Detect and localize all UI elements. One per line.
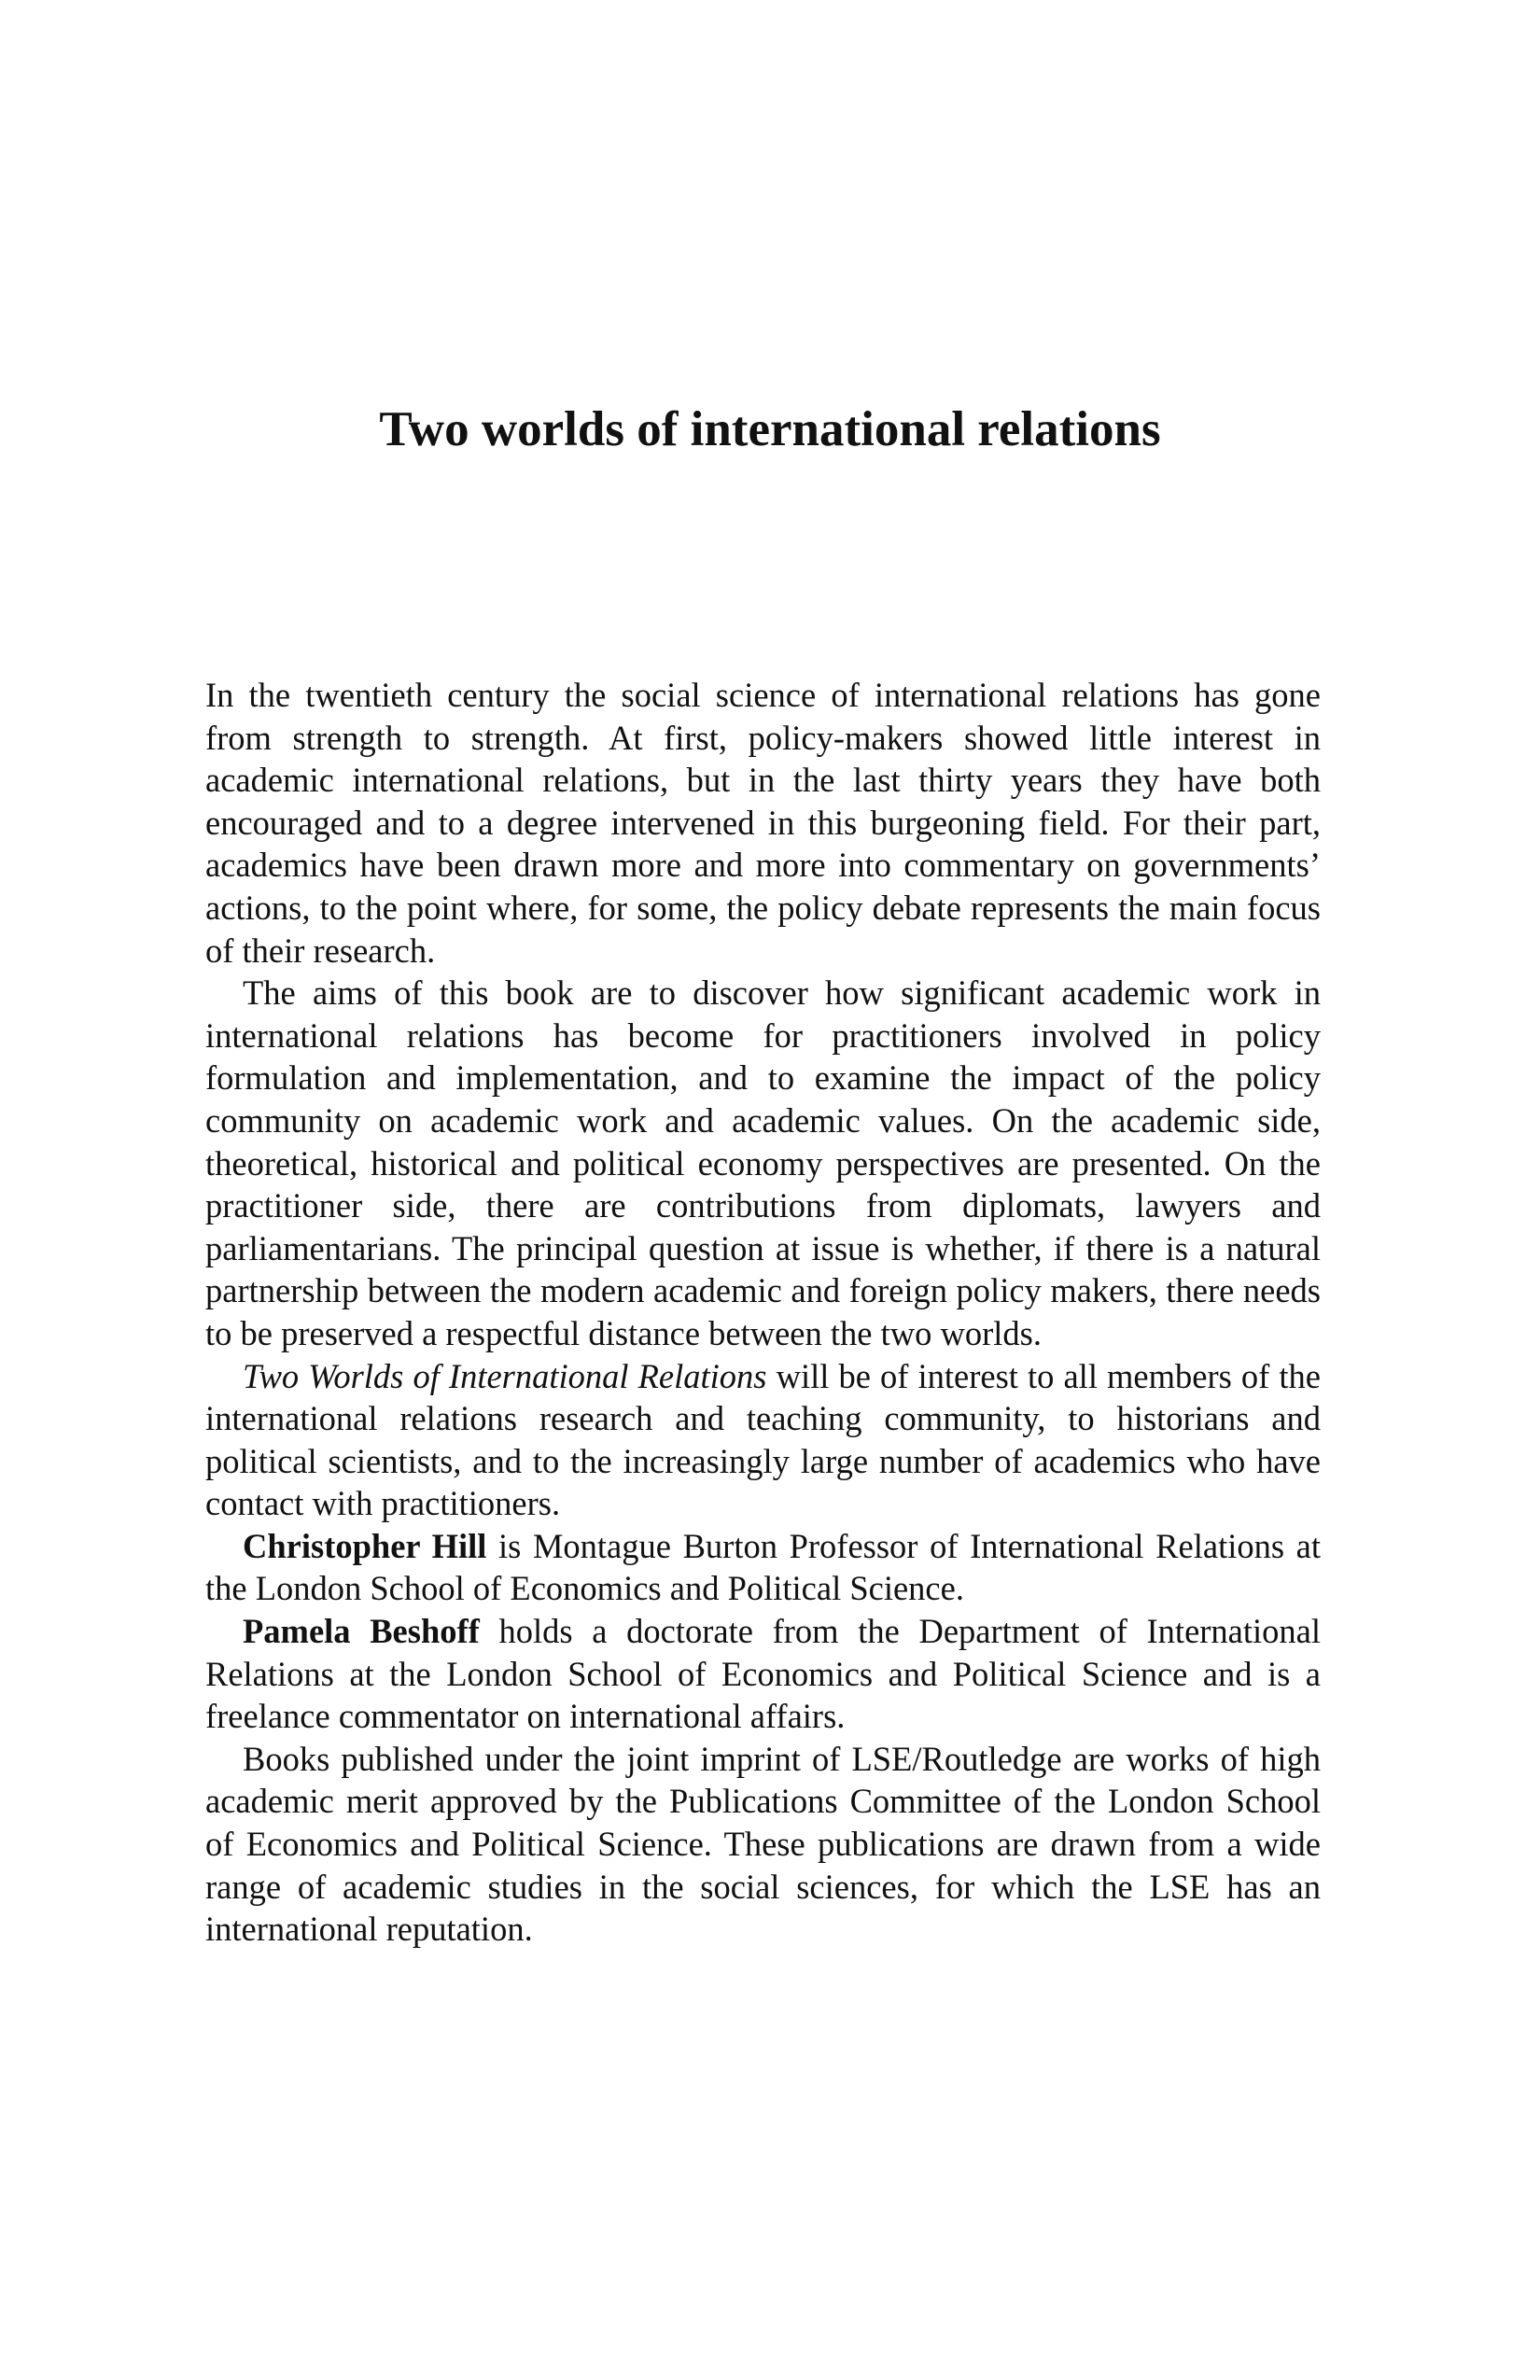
imprint-paragraph: Books published under the joint imprint of LSE/Routledge are works of high academic merit approved by the Publications Committee of the London School of Economics and Political Science. These publications are drawn from a wide range of academic studies in the social sciences, for which the LSE has an international reputation.	[205, 1739, 1321, 1949]
intro-paragraph: In the twentieth century the social science of international relations has gone from strength to strength. At first, policy-makers showed little interest in academic international relations, but in the last thirty years they have both encouraged and to a degree intervened in this burgeoning field. For their part, academics have been drawn more and more into commentary on governments’ actions, to the point where, for some, the policy debate represents the main focus of their research.	[205, 676, 1321, 970]
blurb-body	[205, 674, 1321, 1951]
author-bio: is Montague Burton Professor of International Relations at the London School of Economics and Political Science.	[205, 1526, 1322, 1608]
aims-paragraph: The aims of this book are to discover how significant academic work in international relations has become for practitioners involved in policy formulation and implementation, and to examine the impact of the policy community on academic work and academic values. On the academic side, theoretical, historical and political economy perspectives are presented. On the practitioner side, there are contributions from diplomats, lawyers and parliamentarians. The principal question at issue is whether, if there is a natural partnership between the modern academic and foreign policy makers, there needs to be preserved a respectful distance between the two worlds.	[205, 973, 1321, 1352]
audience-paragraph	[205, 1355, 1321, 1525]
author-bio-paragraph	[205, 1610, 1321, 1738]
book-title-italic: Two Worlds of International Relations	[243, 1356, 767, 1395]
author-name: Pamela Beshoff	[243, 1612, 480, 1651]
page-title: Two worlds of international relations	[379, 402, 1161, 456]
author-bio: holds a doctorate from the Department of International Relations at the London School of Economics and Political Science and is a freelance commentator on international affairs.	[205, 1612, 1321, 1736]
author-name: Christopher Hill	[243, 1526, 487, 1565]
author-bio-paragraph	[205, 1525, 1321, 1610]
audience-text: will be of interest to all members of the international relations research and teaching community, to historians and political scientists, and to the increasingly large number of academics who have contact with practitioners.	[205, 1356, 1321, 1523]
